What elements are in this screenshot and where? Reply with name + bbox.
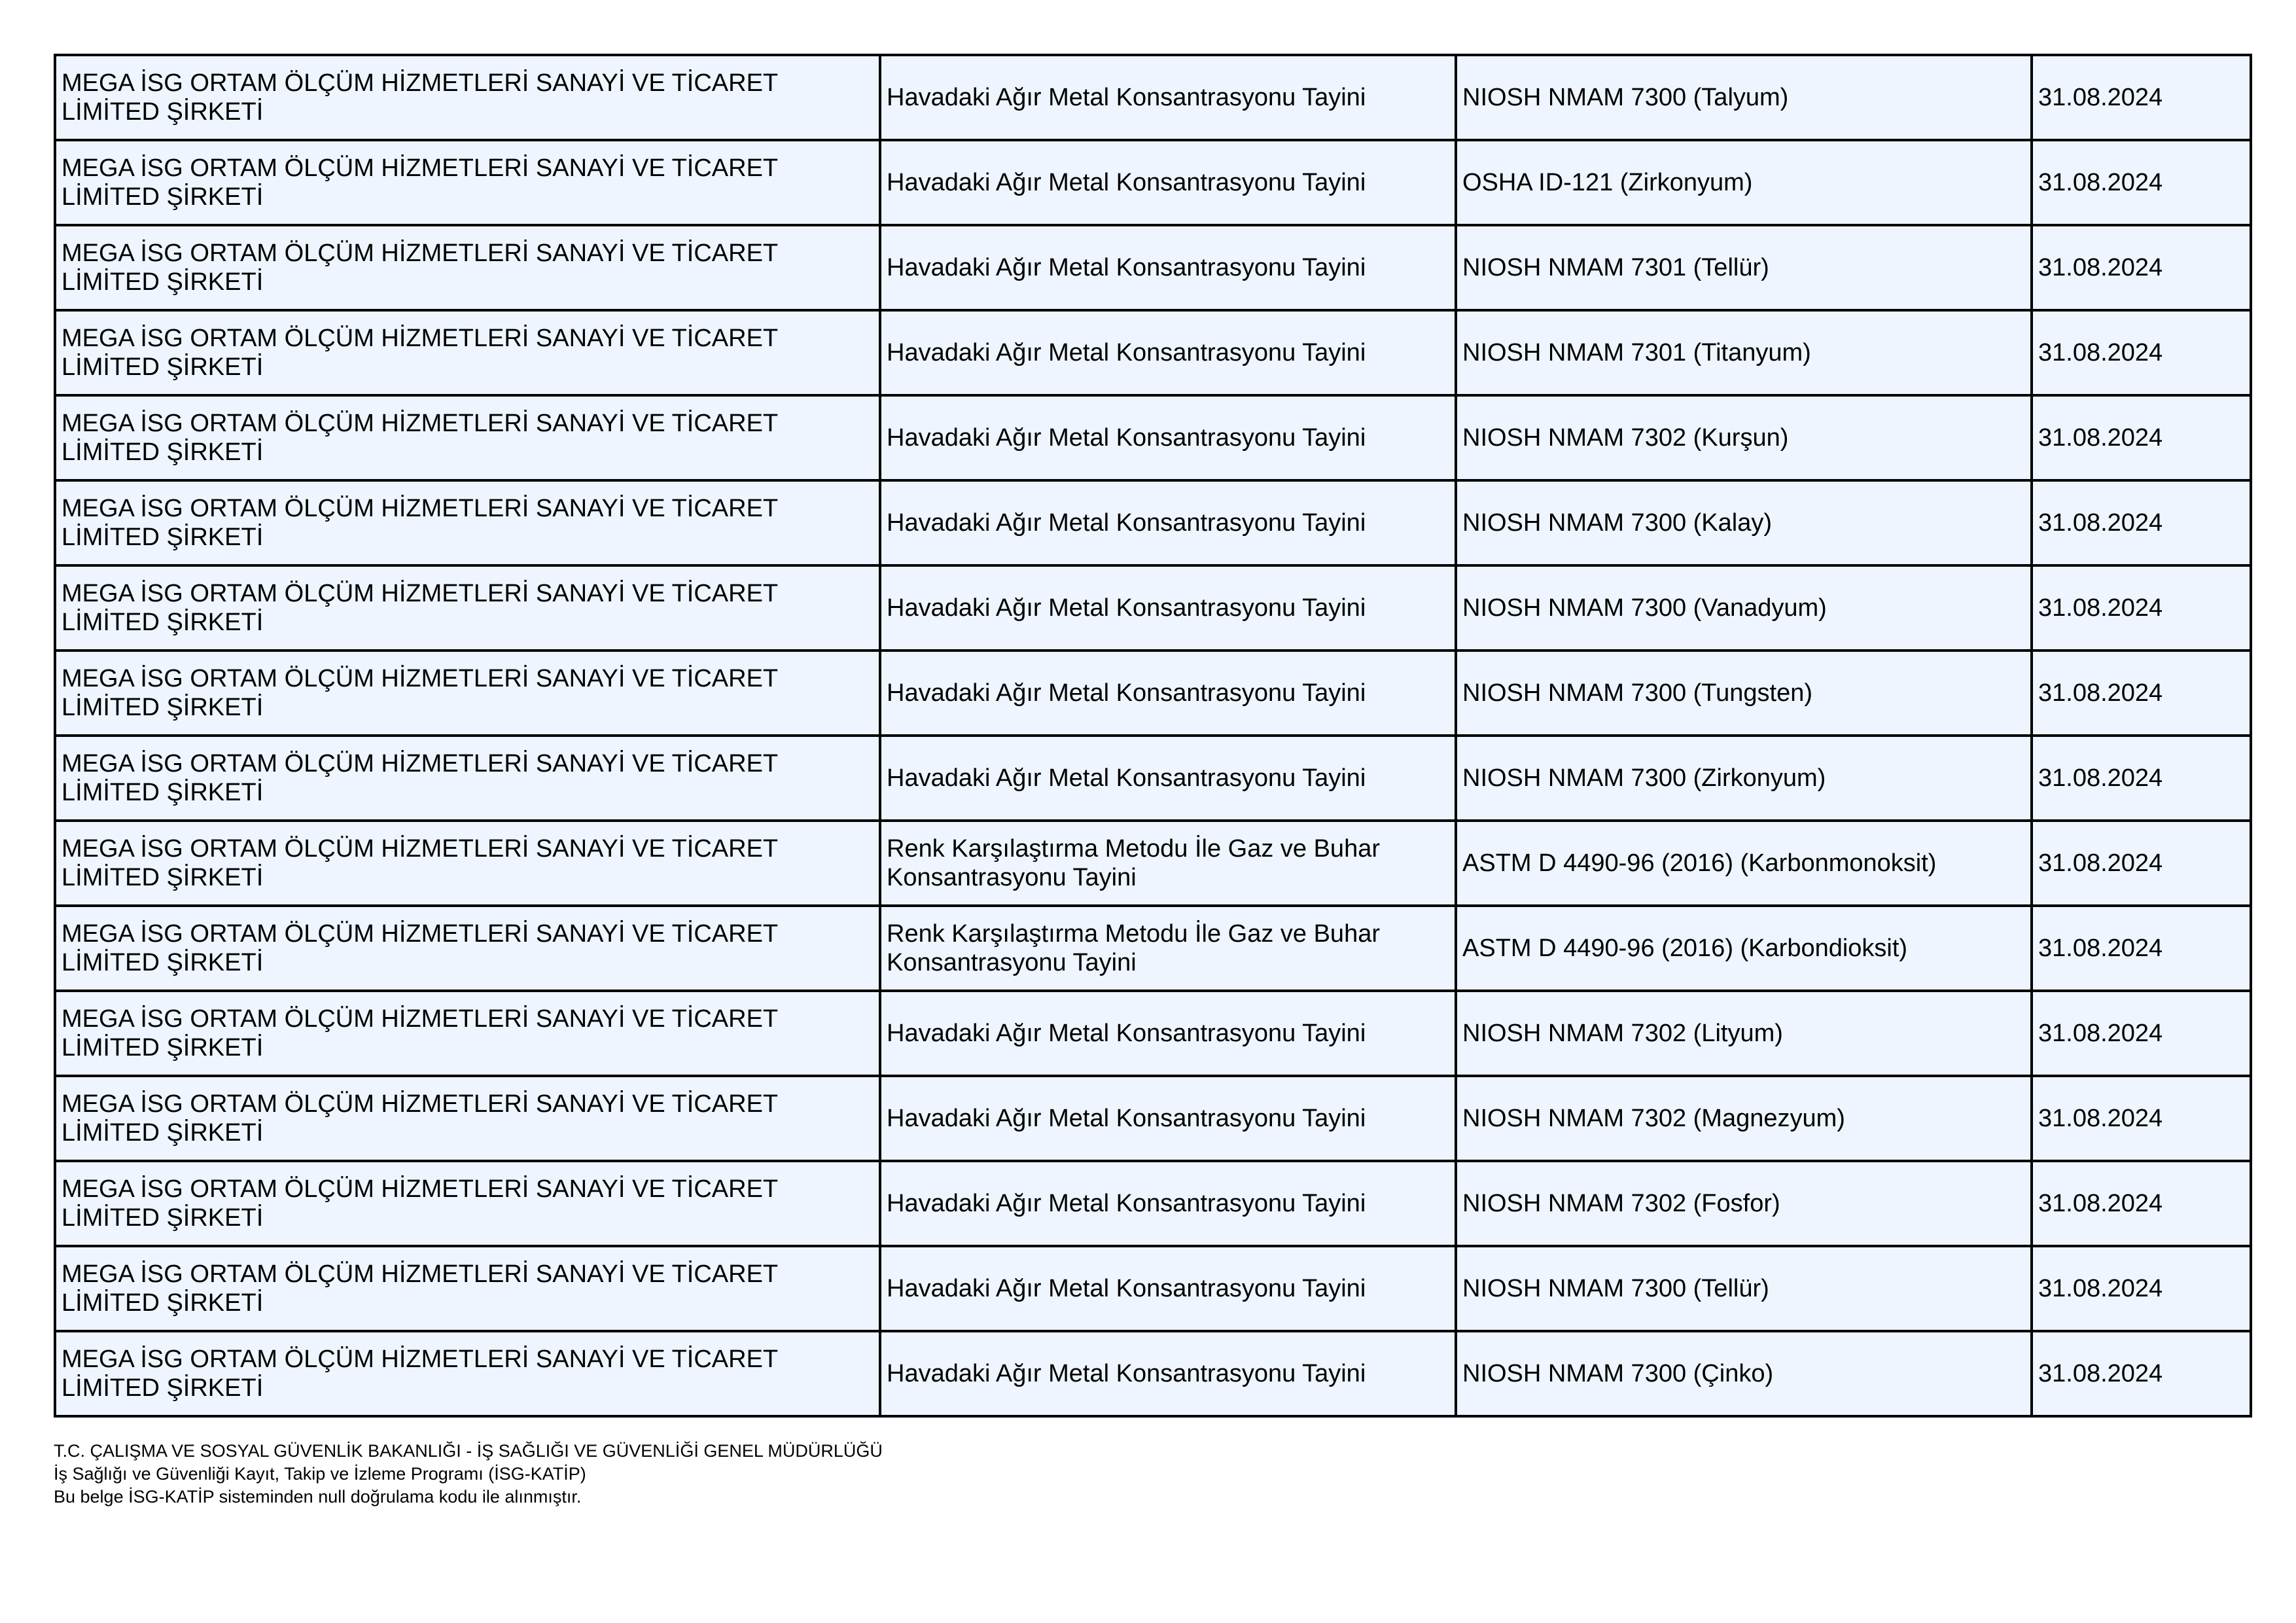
company-cell: MEGA İSG ORTAM ÖLÇÜM HİZMETLERİ SANAYİ VE TİCARET LİMİTED ŞİRKETİ — [55, 906, 880, 991]
document-footer — [54, 1440, 1624, 1508]
date-cell: 31.08.2024 — [2032, 1246, 2251, 1331]
test-type-cell: Havadaki Ağır Metal Konsantrasyonu Tayini — [880, 1076, 1456, 1161]
company-cell: MEGA İSG ORTAM ÖLÇÜM HİZMETLERİ SANAYİ VE TİCARET LİMİTED ŞİRKETİ — [55, 651, 880, 736]
method-cell: NIOSH NMAM 7300 (Tungsten) — [1456, 651, 2032, 736]
company-cell: MEGA İSG ORTAM ÖLÇÜM HİZMETLERİ SANAYİ VE TİCARET LİMİTED ŞİRKETİ — [55, 1331, 880, 1416]
table-row — [55, 310, 2251, 395]
table-row — [55, 480, 2251, 565]
date-cell: 31.08.2024 — [2032, 906, 2251, 991]
company-cell: MEGA İSG ORTAM ÖLÇÜM HİZMETLERİ SANAYİ VE TİCARET LİMİTED ŞİRKETİ — [55, 310, 880, 395]
company-cell: MEGA İSG ORTAM ÖLÇÜM HİZMETLERİ SANAYİ VE TİCARET LİMİTED ŞİRKETİ — [55, 480, 880, 565]
method-cell: NIOSH NMAM 7300 (Talyum) — [1456, 55, 2032, 140]
test-type-cell: Havadaki Ağır Metal Konsantrasyonu Tayini — [880, 395, 1456, 480]
footer-program-line: İş Sağlığı ve Güvenliği Kayıt, Takip ve İzleme Programı (İSG-KATİP) — [54, 1464, 586, 1484]
date-cell: 31.08.2024 — [2032, 991, 2251, 1076]
company-cell: MEGA İSG ORTAM ÖLÇÜM HİZMETLERİ SANAYİ VE TİCARET LİMİTED ŞİRKETİ — [55, 991, 880, 1076]
test-type-cell: Havadaki Ağır Metal Konsantrasyonu Tayini — [880, 1246, 1456, 1331]
table-row — [55, 55, 2251, 140]
test-type-cell: Havadaki Ağır Metal Konsantrasyonu Tayini — [880, 1161, 1456, 1246]
table-row — [55, 991, 2251, 1076]
table-row — [55, 906, 2251, 991]
test-type-cell: Havadaki Ağır Metal Konsantrasyonu Tayini — [880, 480, 1456, 565]
date-cell: 31.08.2024 — [2032, 1161, 2251, 1246]
table-row — [55, 651, 2251, 736]
date-cell: 31.08.2024 — [2032, 225, 2251, 310]
method-cell: NIOSH NMAM 7301 (Titanyum) — [1456, 310, 2032, 395]
method-cell: NIOSH NMAM 7301 (Tellür) — [1456, 225, 2032, 310]
method-cell: NIOSH NMAM 7302 (Lityum) — [1456, 991, 2032, 1076]
footer-ministry-line: T.C. ÇALIŞMA VE SOSYAL GÜVENLİK BAKANLIĞI - İŞ SAĞLIĞI VE GÜVENLİĞİ GENEL MÜDÜRLÜĞÜ — [54, 1441, 883, 1461]
test-type-cell: Renk Karşılaştırma Metodu İle Gaz ve Buhar Konsantrasyonu Tayini — [880, 906, 1456, 991]
records-table-body — [55, 55, 2251, 1416]
test-type-cell: Havadaki Ağır Metal Konsantrasyonu Tayini — [880, 225, 1456, 310]
test-type-cell: Havadaki Ağır Metal Konsantrasyonu Tayini — [880, 310, 1456, 395]
table-row — [55, 140, 2251, 225]
company-cell: MEGA İSG ORTAM ÖLÇÜM HİZMETLERİ SANAYİ VE TİCARET LİMİTED ŞİRKETİ — [55, 140, 880, 225]
measurement-records-table — [54, 54, 2252, 1418]
table-row — [55, 395, 2251, 480]
method-cell: ASTM D 4490-96 (2016) (Karbonmonoksit) — [1456, 821, 2032, 906]
test-type-cell: Havadaki Ağır Metal Konsantrasyonu Tayini — [880, 991, 1456, 1076]
method-cell: NIOSH NMAM 7302 (Fosfor) — [1456, 1161, 2032, 1246]
test-type-cell: Havadaki Ağır Metal Konsantrasyonu Tayini — [880, 736, 1456, 821]
footer-verification-line: Bu belge İSG-KATİP sisteminden null doğrulama kodu ile alınmıştır. — [54, 1487, 582, 1507]
company-cell: MEGA İSG ORTAM ÖLÇÜM HİZMETLERİ SANAYİ VE TİCARET LİMİTED ŞİRKETİ — [55, 1161, 880, 1246]
date-cell: 31.08.2024 — [2032, 395, 2251, 480]
test-type-cell: Havadaki Ağır Metal Konsantrasyonu Tayini — [880, 55, 1456, 140]
table-row — [55, 1246, 2251, 1331]
test-type-cell: Renk Karşılaştırma Metodu İle Gaz ve Buhar Konsantrasyonu Tayini — [880, 821, 1456, 906]
test-type-cell: Havadaki Ağır Metal Konsantrasyonu Tayini — [880, 565, 1456, 651]
method-cell: OSHA ID-121 (Zirkonyum) — [1456, 140, 2032, 225]
date-cell: 31.08.2024 — [2032, 310, 2251, 395]
date-cell: 31.08.2024 — [2032, 821, 2251, 906]
date-cell: 31.08.2024 — [2032, 480, 2251, 565]
method-cell: ASTM D 4490-96 (2016) (Karbondioksit) — [1456, 906, 2032, 991]
test-type-cell: Havadaki Ağır Metal Konsantrasyonu Tayini — [880, 651, 1456, 736]
company-cell: MEGA İSG ORTAM ÖLÇÜM HİZMETLERİ SANAYİ VE TİCARET LİMİTED ŞİRKETİ — [55, 1076, 880, 1161]
company-cell: MEGA İSG ORTAM ÖLÇÜM HİZMETLERİ SANAYİ VE TİCARET LİMİTED ŞİRKETİ — [55, 565, 880, 651]
date-cell: 31.08.2024 — [2032, 140, 2251, 225]
company-cell: MEGA İSG ORTAM ÖLÇÜM HİZMETLERİ SANAYİ VE TİCARET LİMİTED ŞİRKETİ — [55, 55, 880, 140]
table-row — [55, 225, 2251, 310]
date-cell: 31.08.2024 — [2032, 1331, 2251, 1416]
company-cell: MEGA İSG ORTAM ÖLÇÜM HİZMETLERİ SANAYİ VE TİCARET LİMİTED ŞİRKETİ — [55, 395, 880, 480]
test-type-cell: Havadaki Ağır Metal Konsantrasyonu Tayini — [880, 1331, 1456, 1416]
company-cell: MEGA İSG ORTAM ÖLÇÜM HİZMETLERİ SANAYİ VE TİCARET LİMİTED ŞİRKETİ — [55, 736, 880, 821]
date-cell: 31.08.2024 — [2032, 1076, 2251, 1161]
date-cell: 31.08.2024 — [2032, 736, 2251, 821]
method-cell: NIOSH NMAM 7302 (Kurşun) — [1456, 395, 2032, 480]
table-row — [55, 1161, 2251, 1246]
table-row — [55, 736, 2251, 821]
table-row — [55, 1331, 2251, 1416]
date-cell: 31.08.2024 — [2032, 55, 2251, 140]
table-row — [55, 821, 2251, 906]
test-type-cell: Havadaki Ağır Metal Konsantrasyonu Tayini — [880, 140, 1456, 225]
method-cell: NIOSH NMAM 7302 (Magnezyum) — [1456, 1076, 2032, 1161]
date-cell: 31.08.2024 — [2032, 565, 2251, 651]
table-row — [55, 565, 2251, 651]
company-cell: MEGA İSG ORTAM ÖLÇÜM HİZMETLERİ SANAYİ VE TİCARET LİMİTED ŞİRKETİ — [55, 821, 880, 906]
method-cell: NIOSH NMAM 7300 (Çinko) — [1456, 1331, 2032, 1416]
method-cell: NIOSH NMAM 7300 (Zirkonyum) — [1456, 736, 2032, 821]
table-row — [55, 1076, 2251, 1161]
method-cell: NIOSH NMAM 7300 (Kalay) — [1456, 480, 2032, 565]
method-cell: NIOSH NMAM 7300 (Tellür) — [1456, 1246, 2032, 1331]
date-cell: 31.08.2024 — [2032, 651, 2251, 736]
company-cell: MEGA İSG ORTAM ÖLÇÜM HİZMETLERİ SANAYİ VE TİCARET LİMİTED ŞİRKETİ — [55, 225, 880, 310]
company-cell: MEGA İSG ORTAM ÖLÇÜM HİZMETLERİ SANAYİ VE TİCARET LİMİTED ŞİRKETİ — [55, 1246, 880, 1331]
method-cell: NIOSH NMAM 7300 (Vanadyum) — [1456, 565, 2032, 651]
